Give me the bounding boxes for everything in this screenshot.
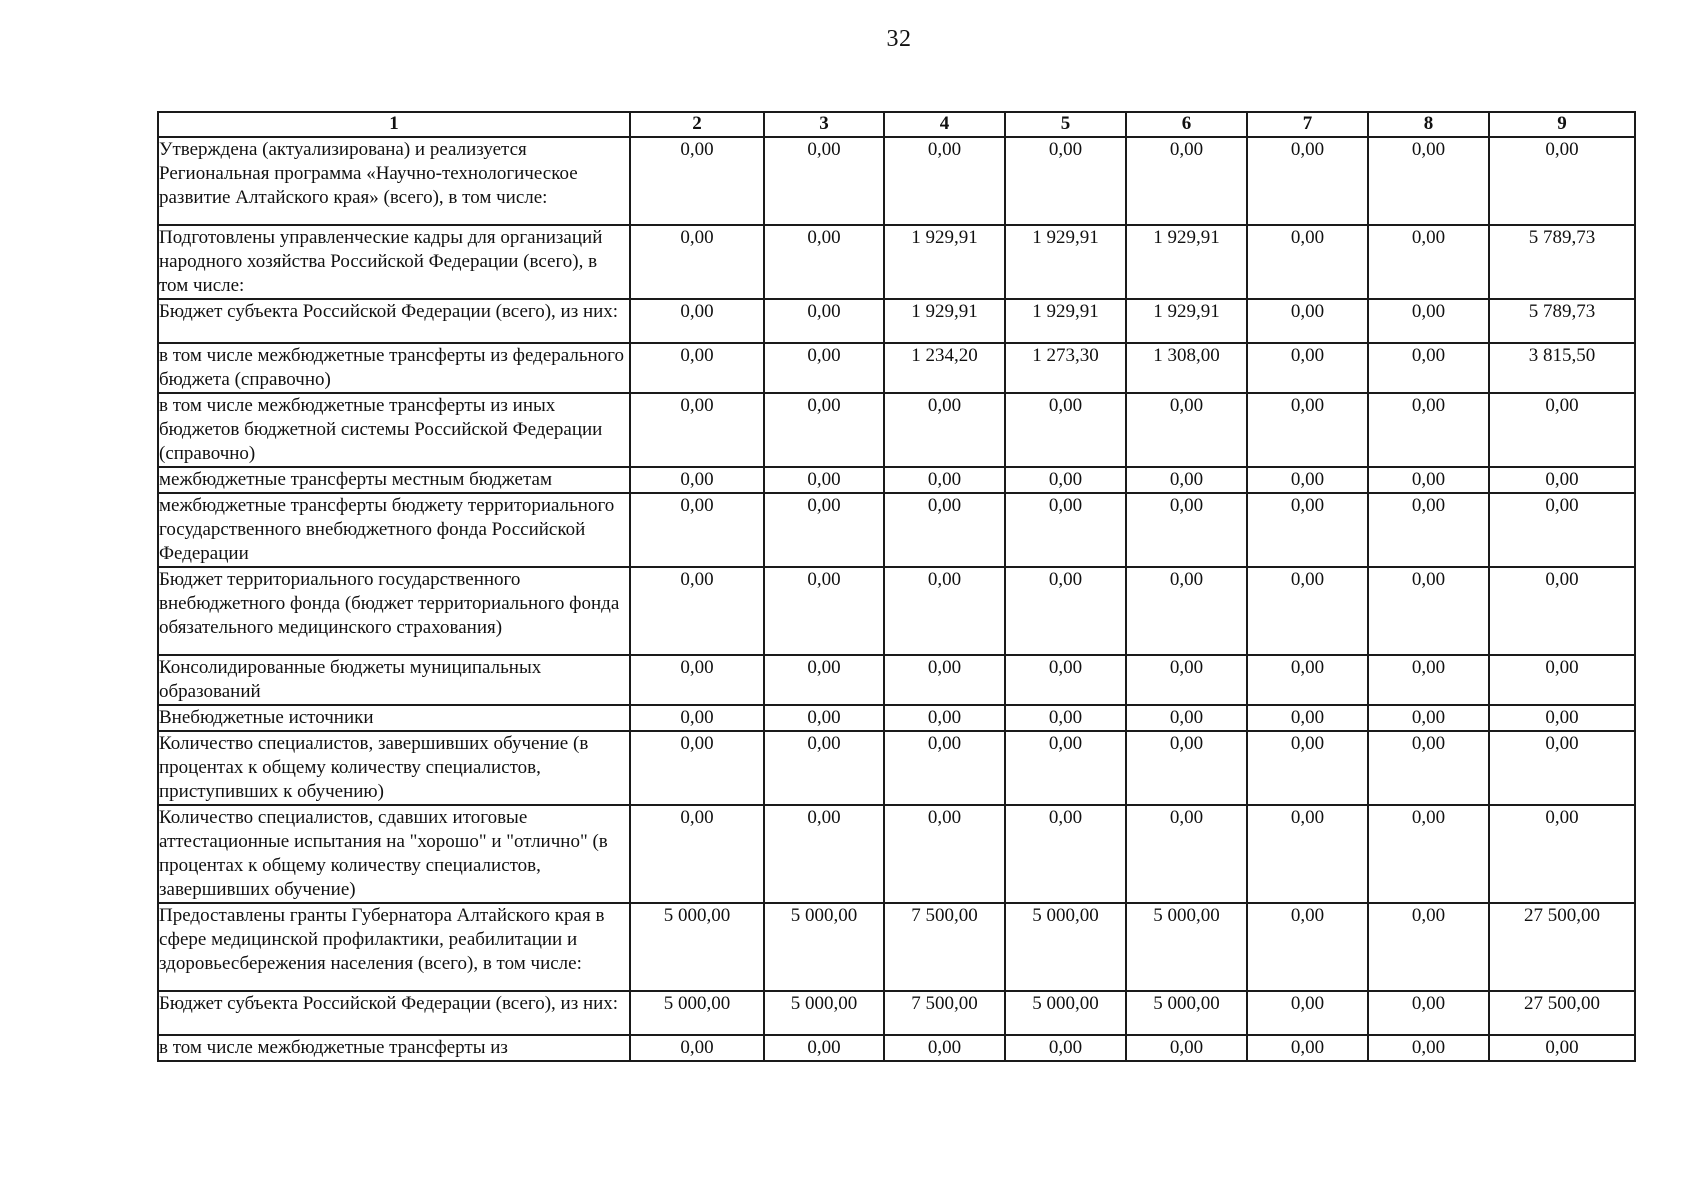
value-cell-col-5: 0,00 — [1005, 467, 1126, 493]
table-row — [158, 567, 1635, 655]
value-cell-col-7: 0,00 — [1247, 467, 1368, 493]
value-cell-col-3: 5 000,00 — [764, 903, 884, 991]
row-label: Бюджет территориального государственного внебюджетного фонда (бюджет территориального фонда обязательного медицинского страхования) — [158, 567, 630, 655]
value-cell-col-6: 0,00 — [1126, 805, 1247, 903]
budget-table — [157, 111, 1636, 1062]
row-label: межбюджетные трансферты бюджету территориального государственного внебюджетного фонда Российской Федерации — [158, 493, 630, 567]
row-label: в том числе межбюджетные трансферты из федерального бюджета (справочно) — [158, 343, 630, 393]
value-cell-col-7: 0,00 — [1247, 1035, 1368, 1061]
table-row — [158, 137, 1635, 225]
row-label: межбюджетные трансферты местным бюджетам — [158, 467, 630, 493]
value-cell-col-5: 0,00 — [1005, 805, 1126, 903]
value-cell-col-4: 1 929,91 — [884, 225, 1005, 299]
value-cell-col-2: 5 000,00 — [630, 991, 764, 1035]
table-row — [158, 493, 1635, 567]
table-row — [158, 903, 1635, 991]
value-cell-col-9: 0,00 — [1489, 137, 1635, 225]
row-label: Бюджет субъекта Российской Федерации (всего), из них: — [158, 991, 630, 1035]
value-cell-col-5: 5 000,00 — [1005, 903, 1126, 991]
value-cell-col-6: 1 929,91 — [1126, 299, 1247, 343]
value-cell-col-3: 0,00 — [764, 493, 884, 567]
value-cell-col-8: 0,00 — [1368, 393, 1489, 467]
value-cell-col-4: 0,00 — [884, 731, 1005, 805]
value-cell-col-6: 0,00 — [1126, 393, 1247, 467]
value-cell-col-7: 0,00 — [1247, 343, 1368, 393]
row-label: Консолидированные бюджеты муниципальных образований — [158, 655, 630, 705]
value-cell-col-6: 1 929,91 — [1126, 225, 1247, 299]
column-header-5: 5 — [1005, 112, 1126, 137]
value-cell-col-9: 3 815,50 — [1489, 343, 1635, 393]
column-header-4: 4 — [884, 112, 1005, 137]
value-cell-col-8: 0,00 — [1368, 805, 1489, 903]
value-cell-col-7: 0,00 — [1247, 137, 1368, 225]
value-cell-col-9: 27 500,00 — [1489, 903, 1635, 991]
value-cell-col-9: 27 500,00 — [1489, 991, 1635, 1035]
header-row — [158, 112, 1635, 137]
value-cell-col-3: 0,00 — [764, 343, 884, 393]
value-cell-col-8: 0,00 — [1368, 1035, 1489, 1061]
value-cell-col-2: 0,00 — [630, 137, 764, 225]
row-label: Внебюджетные источники — [158, 705, 630, 731]
row-label: в том числе межбюджетные трансферты из иных бюджетов бюджетной системы Российской Федерации (справочно) — [158, 393, 630, 467]
value-cell-col-3: 0,00 — [764, 655, 884, 705]
value-cell-col-7: 0,00 — [1247, 567, 1368, 655]
value-cell-col-4: 7 500,00 — [884, 903, 1005, 991]
value-cell-col-7: 0,00 — [1247, 299, 1368, 343]
value-cell-col-4: 0,00 — [884, 655, 1005, 705]
value-cell-col-3: 5 000,00 — [764, 991, 884, 1035]
value-cell-col-3: 0,00 — [764, 705, 884, 731]
value-cell-col-8: 0,00 — [1368, 343, 1489, 393]
value-cell-col-5: 0,00 — [1005, 1035, 1126, 1061]
value-cell-col-5: 0,00 — [1005, 705, 1126, 731]
value-cell-col-3: 0,00 — [764, 567, 884, 655]
value-cell-col-9: 0,00 — [1489, 567, 1635, 655]
value-cell-col-8: 0,00 — [1368, 493, 1489, 567]
value-cell-col-9: 5 789,73 — [1489, 299, 1635, 343]
table-row — [158, 467, 1635, 493]
column-header-8: 8 — [1368, 112, 1489, 137]
value-cell-col-9: 0,00 — [1489, 655, 1635, 705]
value-cell-col-6: 5 000,00 — [1126, 903, 1247, 991]
row-label: Бюджет субъекта Российской Федерации (всего), из них: — [158, 299, 630, 343]
value-cell-col-5: 0,00 — [1005, 493, 1126, 567]
row-label: Подготовлены управленческие кадры для организаций народного хозяйства Российской Федерации (всего), в том числе: — [158, 225, 630, 299]
value-cell-col-8: 0,00 — [1368, 655, 1489, 705]
value-cell-col-3: 0,00 — [764, 225, 884, 299]
value-cell-col-2: 0,00 — [630, 343, 764, 393]
value-cell-col-3: 0,00 — [764, 393, 884, 467]
value-cell-col-4: 0,00 — [884, 1035, 1005, 1061]
value-cell-col-6: 0,00 — [1126, 731, 1247, 805]
value-cell-col-6: 0,00 — [1126, 467, 1247, 493]
value-cell-col-2: 0,00 — [630, 299, 764, 343]
value-cell-col-9: 0,00 — [1489, 731, 1635, 805]
value-cell-col-5: 0,00 — [1005, 655, 1126, 705]
value-cell-col-9: 5 789,73 — [1489, 225, 1635, 299]
value-cell-col-9: 0,00 — [1489, 467, 1635, 493]
value-cell-col-2: 0,00 — [630, 493, 764, 567]
value-cell-col-9: 0,00 — [1489, 1035, 1635, 1061]
value-cell-col-5: 1 929,91 — [1005, 225, 1126, 299]
value-cell-col-9: 0,00 — [1489, 493, 1635, 567]
row-label: Количество специалистов, сдавших итоговые аттестационные испытания на "хорошо" и "отлично" (в процентах к общему количеству специалистов, завершивших обучение) — [158, 805, 630, 903]
column-header-2: 2 — [630, 112, 764, 137]
row-label: Предоставлены гранты Губернатора Алтайского края в сфере медицинской профилактики, реабилитации и здоровьесбережения населения (всего), в том числе: — [158, 903, 630, 991]
table-row — [158, 299, 1635, 343]
value-cell-col-2: 0,00 — [630, 467, 764, 493]
page-number: 32 — [886, 26, 912, 52]
value-cell-col-8: 0,00 — [1368, 299, 1489, 343]
value-cell-col-6: 0,00 — [1126, 1035, 1247, 1061]
value-cell-col-2: 0,00 — [630, 393, 764, 467]
value-cell-col-2: 5 000,00 — [630, 903, 764, 991]
table-row — [158, 991, 1635, 1035]
value-cell-col-8: 0,00 — [1368, 991, 1489, 1035]
value-cell-col-5: 0,00 — [1005, 137, 1126, 225]
value-cell-col-6: 0,00 — [1126, 137, 1247, 225]
column-header-6: 6 — [1126, 112, 1247, 137]
value-cell-col-7: 0,00 — [1247, 805, 1368, 903]
table-row — [158, 731, 1635, 805]
value-cell-col-5: 1 273,30 — [1005, 343, 1126, 393]
row-label: Количество специалистов, завершивших обучение (в процентах к общему количеству специалистов, приступивших к обучению) — [158, 731, 630, 805]
value-cell-col-6: 1 308,00 — [1126, 343, 1247, 393]
value-cell-col-3: 0,00 — [764, 467, 884, 493]
column-header-7: 7 — [1247, 112, 1368, 137]
value-cell-col-4: 1 929,91 — [884, 299, 1005, 343]
value-cell-col-8: 0,00 — [1368, 137, 1489, 225]
value-cell-col-2: 0,00 — [630, 1035, 764, 1061]
value-cell-col-6: 0,00 — [1126, 493, 1247, 567]
value-cell-col-5: 0,00 — [1005, 567, 1126, 655]
table-row — [158, 393, 1635, 467]
table-row — [158, 805, 1635, 903]
value-cell-col-3: 0,00 — [764, 1035, 884, 1061]
value-cell-col-4: 0,00 — [884, 467, 1005, 493]
value-cell-col-7: 0,00 — [1247, 393, 1368, 467]
table-row — [158, 1035, 1635, 1061]
value-cell-col-2: 0,00 — [630, 225, 764, 299]
value-cell-col-6: 0,00 — [1126, 705, 1247, 731]
value-cell-col-5: 5 000,00 — [1005, 991, 1126, 1035]
column-header-3: 3 — [764, 112, 884, 137]
value-cell-col-7: 0,00 — [1247, 655, 1368, 705]
value-cell-col-8: 0,00 — [1368, 567, 1489, 655]
value-cell-col-5: 0,00 — [1005, 393, 1126, 467]
value-cell-col-3: 0,00 — [764, 731, 884, 805]
value-cell-col-4: 0,00 — [884, 493, 1005, 567]
value-cell-col-4: 7 500,00 — [884, 991, 1005, 1035]
value-cell-col-2: 0,00 — [630, 731, 764, 805]
value-cell-col-7: 0,00 — [1247, 493, 1368, 567]
value-cell-col-6: 0,00 — [1126, 567, 1247, 655]
value-cell-col-3: 0,00 — [764, 137, 884, 225]
value-cell-col-3: 0,00 — [764, 299, 884, 343]
value-cell-col-5: 1 929,91 — [1005, 299, 1126, 343]
row-label: Утверждена (актуализирована) и реализуется Региональная программа «Научно-технологическое развитие Алтайского края» (всего), в том числе: — [158, 137, 630, 225]
value-cell-col-7: 0,00 — [1247, 903, 1368, 991]
value-cell-col-3: 0,00 — [764, 805, 884, 903]
value-cell-col-7: 0,00 — [1247, 991, 1368, 1035]
value-cell-col-2: 0,00 — [630, 805, 764, 903]
value-cell-col-9: 0,00 — [1489, 393, 1635, 467]
row-label: в том числе межбюджетные трансферты из — [158, 1035, 630, 1061]
column-header-9: 9 — [1489, 112, 1635, 137]
value-cell-col-8: 0,00 — [1368, 705, 1489, 731]
value-cell-col-7: 0,00 — [1247, 705, 1368, 731]
value-cell-col-7: 0,00 — [1247, 731, 1368, 805]
value-cell-col-4: 0,00 — [884, 705, 1005, 731]
value-cell-col-2: 0,00 — [630, 705, 764, 731]
value-cell-col-4: 0,00 — [884, 393, 1005, 467]
value-cell-col-8: 0,00 — [1368, 225, 1489, 299]
value-cell-col-6: 0,00 — [1126, 655, 1247, 705]
column-header-1: 1 — [158, 112, 630, 137]
value-cell-col-4: 0,00 — [884, 137, 1005, 225]
table-row — [158, 343, 1635, 393]
table-row — [158, 655, 1635, 705]
value-cell-col-8: 0,00 — [1368, 903, 1489, 991]
value-cell-col-9: 0,00 — [1489, 705, 1635, 731]
value-cell-col-4: 0,00 — [884, 805, 1005, 903]
value-cell-col-6: 5 000,00 — [1126, 991, 1247, 1035]
value-cell-col-2: 0,00 — [630, 567, 764, 655]
value-cell-col-8: 0,00 — [1368, 467, 1489, 493]
value-cell-col-9: 0,00 — [1489, 805, 1635, 903]
value-cell-col-7: 0,00 — [1247, 225, 1368, 299]
value-cell-col-8: 0,00 — [1368, 731, 1489, 805]
value-cell-col-5: 0,00 — [1005, 731, 1126, 805]
value-cell-col-4: 1 234,20 — [884, 343, 1005, 393]
table-row — [158, 225, 1635, 299]
value-cell-col-4: 0,00 — [884, 567, 1005, 655]
table-body — [158, 137, 1635, 1061]
table-row — [158, 705, 1635, 731]
value-cell-col-2: 0,00 — [630, 655, 764, 705]
